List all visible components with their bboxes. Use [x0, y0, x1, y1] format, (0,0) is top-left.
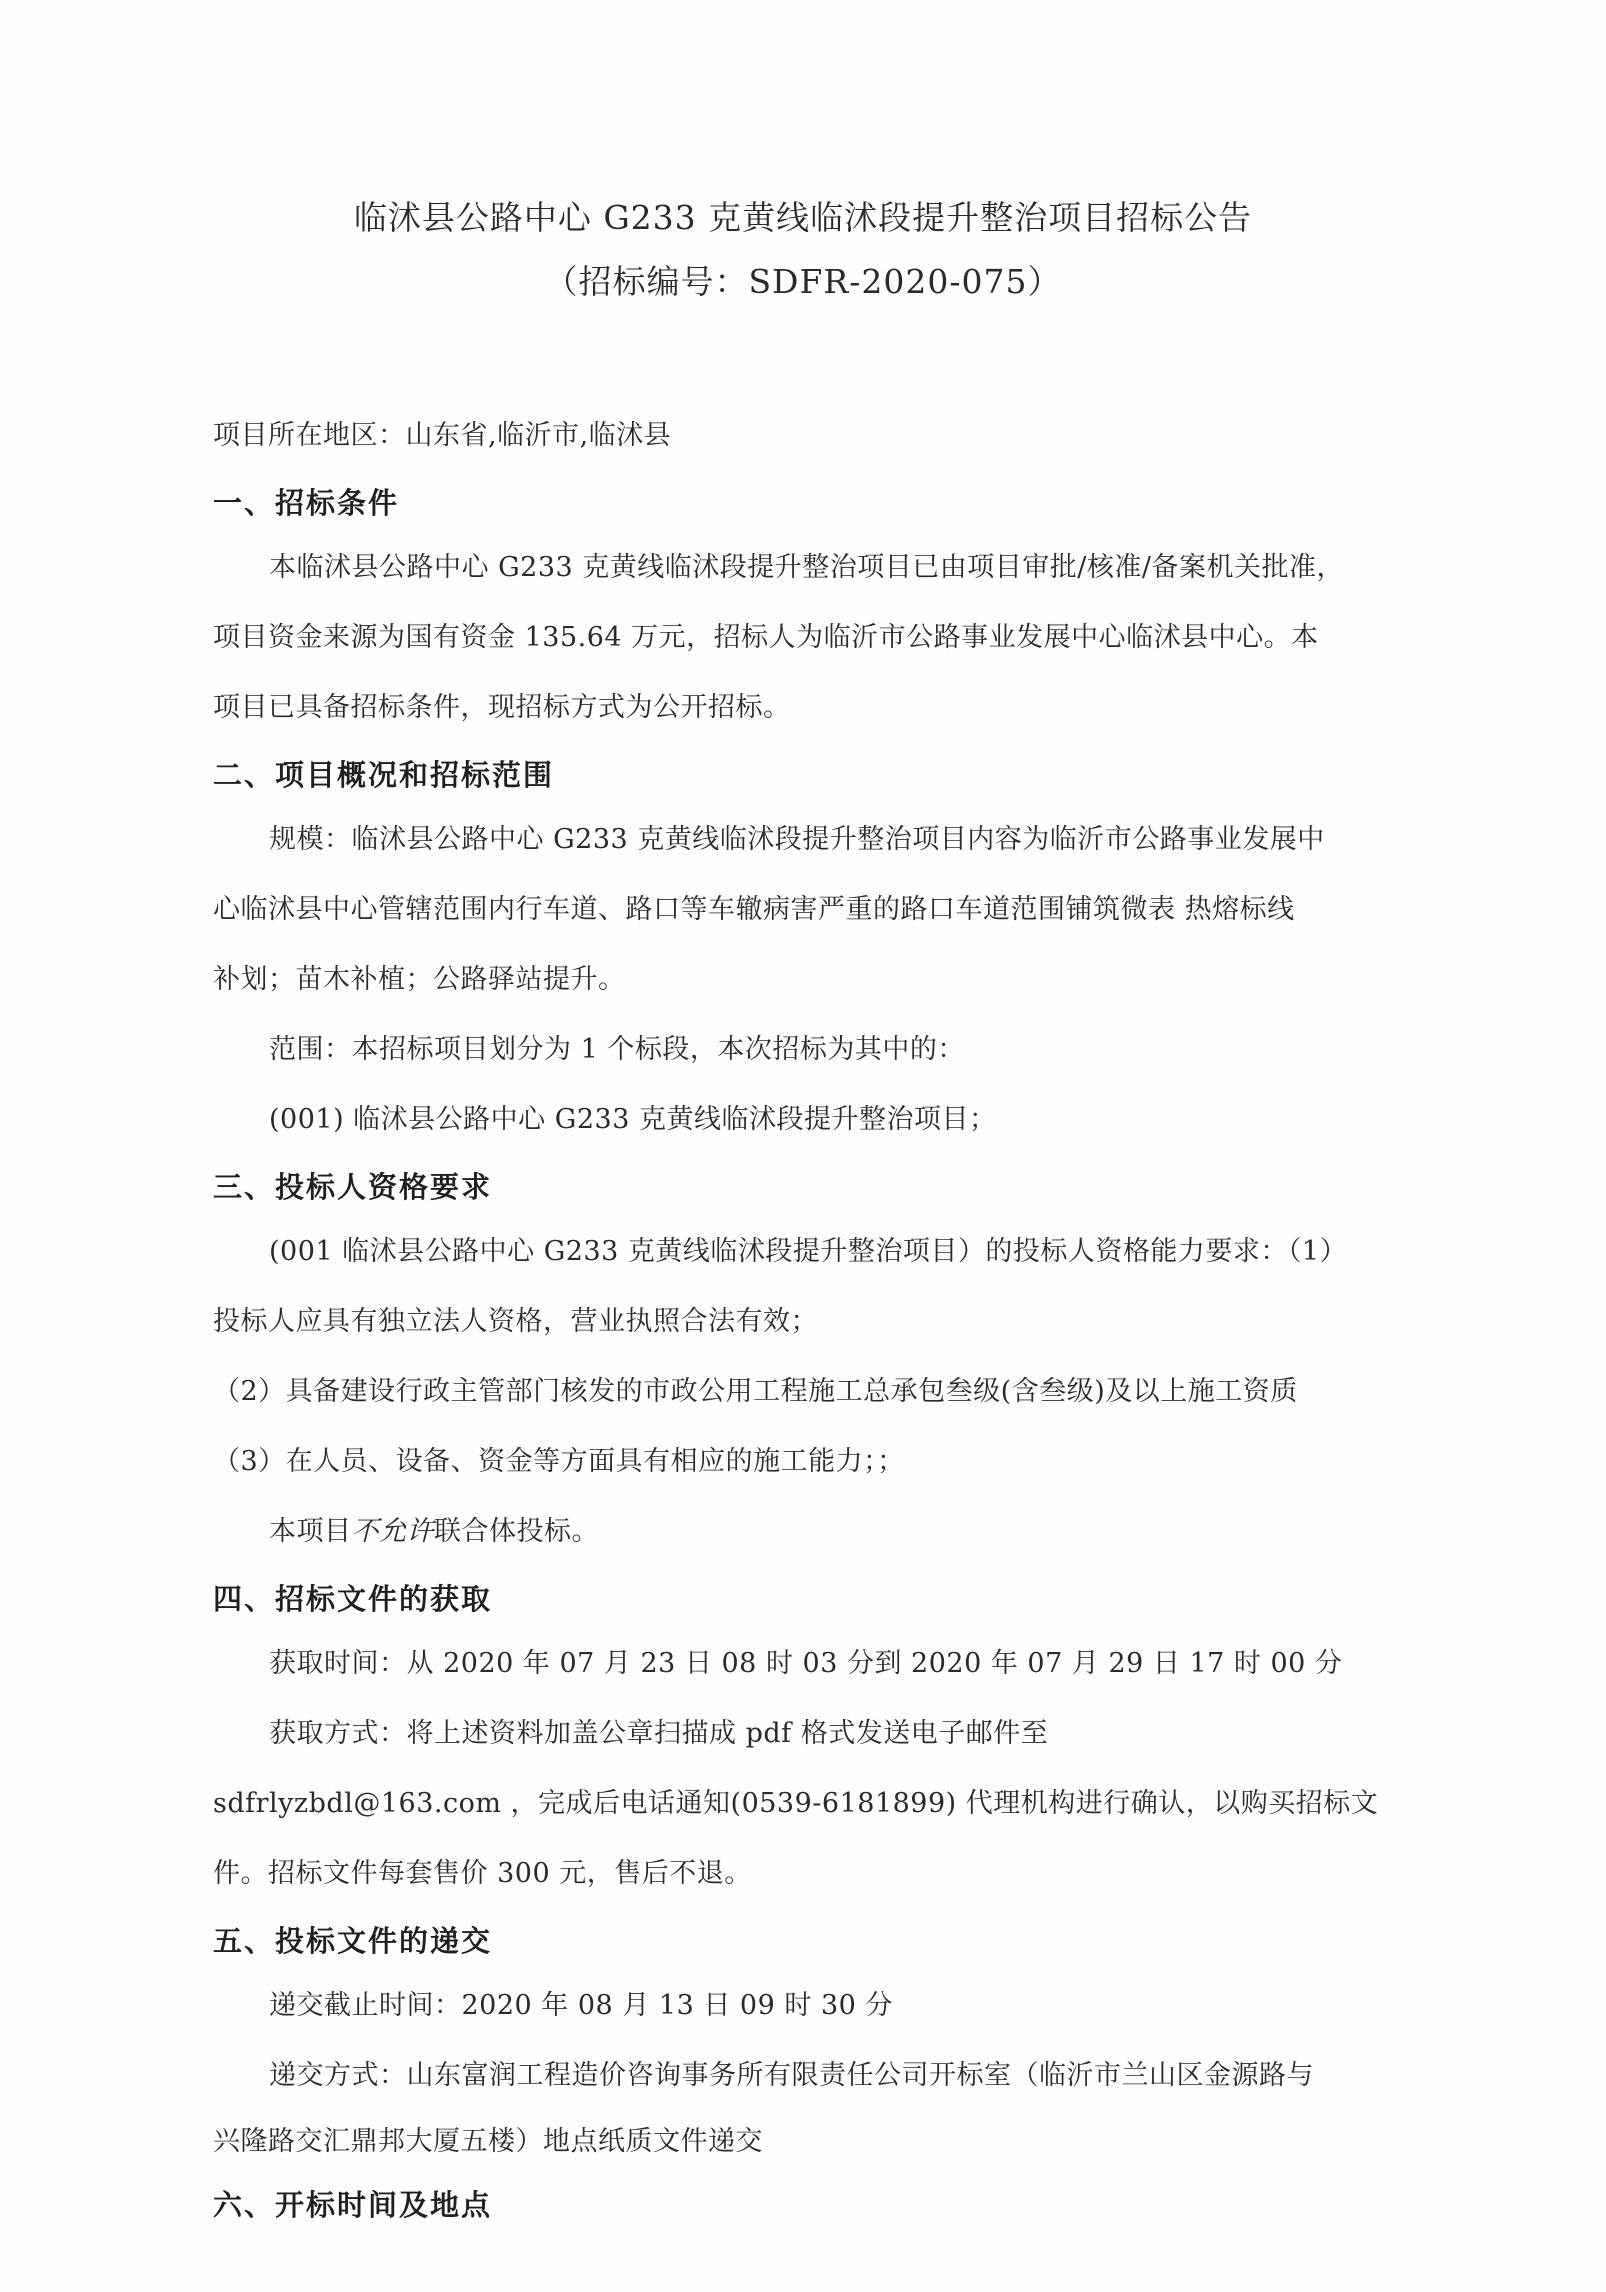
- paragraph-line: 递交方式：山东富润工程造价咨询事务所有限责任公司开标室（临沂市兰山区金源路与: [269, 2060, 1314, 2091]
- document-title: 临沭县公路中心 G233 克黄线临沭段提升整治项目招标公告: [353, 198, 1253, 237]
- section-heading-bid-opening: 六、开标时间及地点: [213, 2188, 493, 2222]
- paragraph-line: sdfrlyzbdl@163.com ，完成后电话通知(0539-6181899) 代理机构进行确认，以购买招标文: [213, 1788, 1379, 1819]
- section-heading-bidder-qualification: 三、投标人资格要求: [213, 1170, 493, 1204]
- paragraph-line: 补划；苗木补植；公路驿站提升。: [213, 964, 626, 995]
- paragraph-line: 获取时间：从 2020 年 07 月 23 日 08 时 03 分到 2020 年 07 月 29 日 17 时 00 分: [269, 1648, 1343, 1679]
- paragraph-line: 心临沭县中心管辖范围内行车道、路口等车辙病害严重的路口车道范围铺筑微表 热熔标线: [213, 894, 1295, 925]
- section-heading-document-acquisition: 四、招标文件的获取: [213, 1582, 493, 1616]
- paragraph-line: 规模：临沭县公路中心 G233 克黄线临沭段提升整治项目内容为临沂市公路事业发展中: [269, 824, 1325, 855]
- section-heading-project-overview: 二、项目概况和招标范围: [213, 758, 555, 792]
- paragraph-line: (001 临沭县公路中心 G233 克黄线临沭段提升整治项目）的投标人资格能力要求：（1）: [269, 1236, 1348, 1267]
- paragraph-line: 范围：本招标项目划分为 1 个标段，本次招标为其中的：: [269, 1034, 965, 1065]
- section-heading-tender-conditions: 一、招标条件: [213, 486, 400, 520]
- paragraph-line: 项目资金来源为国有资金 135.64 万元，招标人为临沂市公路事业发展中心临沭县中心。本: [213, 622, 1319, 653]
- paragraph-line: （2）具备建设行政主管部门核发的市政公用工程施工总承包叁级(含叁级)及以上施工资质: [213, 1376, 1298, 1407]
- tender-number: （招标编号：SDFR-2020-075）: [544, 262, 1062, 301]
- section-heading-bid-submission: 五、投标文件的递交: [213, 1924, 493, 1958]
- paragraph-line: 项目已具备招标条件，现招标方式为公开招标。: [213, 692, 791, 723]
- paragraph-line: 兴隆路交汇鼎邦大厦五楼）地点纸质文件递交: [213, 2126, 763, 2157]
- document-body: [213, 418, 1379, 2224]
- paragraph-line: （3）在人员、设备、资金等方面具有相应的施工能力；；: [213, 1446, 905, 1477]
- paragraph-line: 递交截止时间：2020 年 08 月 13 日 09 时 30 分: [269, 1990, 893, 2021]
- paragraph-line: 本临沭县公路中心 G233 克黄线临沭段提升整治项目已由项目审批/核准/备案机关批准，: [269, 552, 1344, 583]
- jv-not-allowed: 不允许: [351, 1516, 434, 1547]
- jv-prefix: 本项目: [269, 1516, 352, 1547]
- project-location: 项目所在地区：山东省,临沂市,临沭县: [213, 420, 672, 451]
- joint-venture-line: [213, 1514, 1373, 1550]
- paragraph-line: (001) 临沭县公路中心 G233 克黄线临沭段提升整治项目；: [269, 1104, 997, 1135]
- paragraph-line: 投标人应具有独立法人资格，营业执照合法有效；: [213, 1306, 818, 1337]
- jv-suffix: 联合体投标。: [434, 1516, 599, 1547]
- paragraph-line: 件。招标文件每套售价 300 元，售后不退。: [213, 1858, 752, 1889]
- paragraph-line: 获取方式：将上述资料加盖公章扫描成 pdf 格式发送电子邮件至: [269, 1718, 1049, 1749]
- title-block: [0, 196, 1606, 304]
